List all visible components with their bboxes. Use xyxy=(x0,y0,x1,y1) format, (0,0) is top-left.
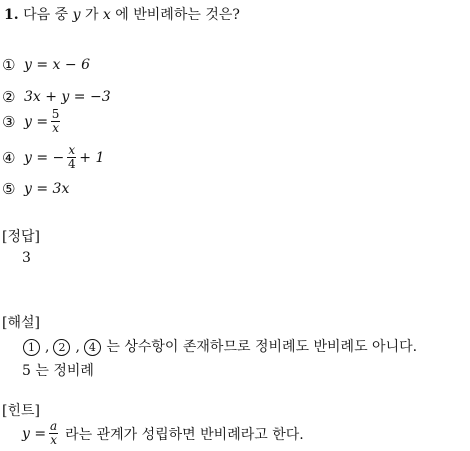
hint-fraction xyxy=(49,420,58,447)
question-var-y: y xyxy=(72,7,81,23)
choice-5-marker: ⑤ xyxy=(2,180,16,198)
choice-4-lhs: y = − xyxy=(24,149,65,166)
choice-4-denominator: 4 xyxy=(67,157,76,171)
choice-2-marker: ② xyxy=(2,88,16,106)
question-line xyxy=(4,4,240,24)
choice-4-fraction xyxy=(67,144,76,171)
choice-1-expr: y = x − 6 xyxy=(24,57,90,73)
comma-separator: , xyxy=(45,339,50,355)
choice-3 xyxy=(2,108,63,135)
hint-label: [힌트] xyxy=(2,403,40,419)
explanation-label: [해설] xyxy=(2,315,40,331)
choice-3-numerator: 5 xyxy=(51,107,60,121)
choice-3-denominator: x xyxy=(52,121,59,135)
choice-4 xyxy=(2,144,104,171)
answer-value: 3 xyxy=(22,250,31,266)
choice-2-expr: 3x + y = −3 xyxy=(24,89,111,105)
choice-1 xyxy=(2,56,90,74)
choice-2 xyxy=(2,88,111,106)
explanation-line-2: 5 는 정비례 xyxy=(22,363,94,379)
choice-3-marker: ③ xyxy=(2,112,16,131)
question-var-x: x xyxy=(102,7,111,23)
choice-3-fraction xyxy=(51,108,60,135)
choice-5 xyxy=(2,180,69,198)
choice-3-lhs: y = xyxy=(24,113,49,130)
question-text-after: 에 반비례하는 것은? xyxy=(115,7,240,23)
choice-4-rhs: + 1 xyxy=(79,149,105,166)
hint-line xyxy=(22,420,304,447)
choice-5-expr: y = 3x xyxy=(24,181,70,197)
hint-denominator: x xyxy=(50,433,57,447)
choice-4-marker: ④ xyxy=(2,148,16,167)
question-text-mid: 가 xyxy=(84,7,99,23)
circled-number-2: 2 xyxy=(53,339,70,356)
hint-lhs: y = xyxy=(22,425,47,442)
choice-4-numerator: x xyxy=(68,143,76,157)
answer-label: [정답] xyxy=(2,229,40,245)
circled-number-1: 1 xyxy=(23,339,40,356)
choice-1-marker: ① xyxy=(2,56,16,74)
circled-number-4: 4 xyxy=(84,339,101,356)
hint-numerator: a xyxy=(50,419,58,433)
explanation-line-1 xyxy=(22,336,417,356)
question-number: 1. xyxy=(4,7,19,23)
hint-text: 라는 관계가 성립하면 반비례라고 한다. xyxy=(65,426,304,443)
comma-separator: , xyxy=(75,339,80,355)
question-text-before: 다음 중 xyxy=(23,7,69,23)
explanation-line-1-text: 는 상수항이 존재하므로 정비례도 반비례도 아니다. xyxy=(106,339,418,355)
